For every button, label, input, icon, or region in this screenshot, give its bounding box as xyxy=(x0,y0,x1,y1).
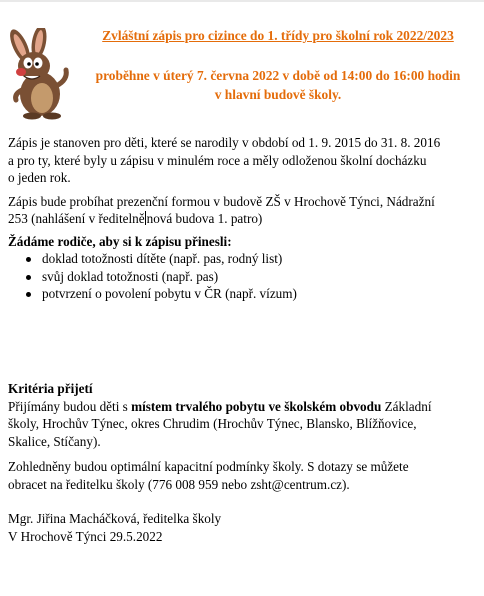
criteria-bold-text: místem trvalého pobytu ve školském obvodu xyxy=(131,398,382,414)
venue-line-2a: 253 (nahlášení v ředitelně xyxy=(8,211,145,226)
criteria-text-end: Základní xyxy=(381,398,432,414)
eligibility-line-1: Zápis je stanoven pro děti, které se narodily v období od 1. 9. 2015 do 31. 8. 2016 xyxy=(8,135,441,150)
signature-place-date: V Hrochově Týnci 29.5.2022 xyxy=(8,528,163,544)
list-item: potvrzení o povolení pobytu v ČR (např. vízum) xyxy=(42,285,466,303)
capacity-line-1: Zohledněny budou optimální kapacitní podmínky školy. S dotazy se můžete xyxy=(8,459,409,474)
criteria-paragraph xyxy=(8,398,466,451)
venue-paragraph xyxy=(8,193,466,228)
criteria-line-3: Skalice, Stíčany). xyxy=(8,433,101,449)
date-line: proběhne v úterý 7. června 2022 v době od 14:00 do 16:00 hodin xyxy=(95,68,461,83)
eligibility-paragraph xyxy=(8,134,466,187)
signature-name: Mgr. Jiřina Macháčková, ředitelka školy xyxy=(8,511,222,526)
request-heading: Žádáme rodiče, aby si k zápisu přinesli: xyxy=(8,233,232,249)
required-documents-list xyxy=(8,250,466,303)
notice-body xyxy=(8,134,466,303)
location-line: v hlavní budově školy. xyxy=(214,87,342,102)
criteria-section xyxy=(8,380,466,493)
venue-line-1: Zápis bude probíhat prezenční formou v budově ZŠ v Hrochově Týnci, Nádražní xyxy=(8,193,435,209)
notice-date-time xyxy=(78,66,478,104)
notice-title: Zvláštní zápis pro cizince do 1. třídy pro školní rok 2022/2023 xyxy=(102,28,454,43)
top-border xyxy=(0,0,484,2)
signature-block xyxy=(8,510,466,545)
criteria-heading: Kritéria přijetí xyxy=(8,381,93,396)
capacity-paragraph xyxy=(8,458,466,493)
list-item: doklad totožnosti dítěte (např. pas, rodný list) xyxy=(42,250,466,268)
mole-illustration-icon xyxy=(6,28,76,120)
criteria-text: Přijímány budou děti s xyxy=(8,398,132,414)
capacity-line-2: obracet na ředitelku školy (776 008 959 nebo zsht@centrum.cz). xyxy=(8,476,350,492)
list-item: svůj doklad totožnosti (např. pas) xyxy=(42,268,466,286)
eligibility-line-2: a pro ty, které byly u zápisu v minulém roce a měly odloženou školní docházku xyxy=(8,152,427,168)
header xyxy=(0,14,484,124)
criteria-line-2: školy, Hrochův Týnec, okres Chrudim (Hrochův Týnec, Blansko, Blížňovice, xyxy=(8,416,417,431)
venue-line-2b: nová budova 1. patro) xyxy=(146,211,263,226)
eligibility-line-3: o jeden rok. xyxy=(8,170,71,185)
